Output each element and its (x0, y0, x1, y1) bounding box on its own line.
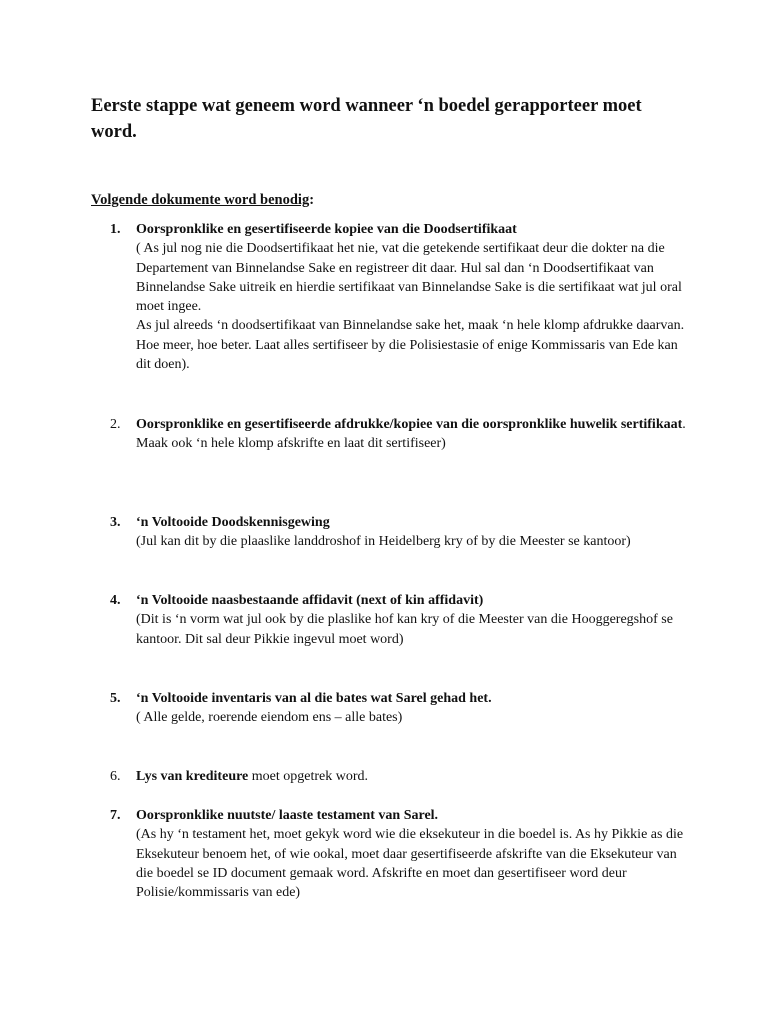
section-heading-text: Volgende dokumente word benodig (91, 192, 310, 208)
list-item-heading: Oorspronklike en gesertifiseerde kopiee van die Doodsertifikaat (136, 222, 517, 237)
list-item-heading: Lys van krediteure (136, 769, 249, 784)
list-item-heading: Oorspronklike en gesertifiseerde afdrukke/kopiee van die oorspronklike huwelik sertifikaat (136, 417, 683, 432)
list-item-number: 4. (110, 593, 121, 608)
list-item-6 (110, 767, 690, 786)
list-item-description: ( Alle gelde, roerende eiendom ens – alle bates) (136, 710, 403, 726)
list-item-3 (110, 513, 690, 552)
list-item-number: 7. (110, 808, 121, 823)
list-item-number: 2. (110, 417, 121, 432)
document-title: Eerste stappe wat geneem word wanneer ‘n boedel gerapporteer moet word. (91, 96, 642, 142)
list-item-inline-text: moet opgetrek word. (248, 769, 369, 784)
section-heading-colon: : (309, 192, 315, 208)
list-item-heading: ‘n Voltooide naasbestaande affidavit (next of kin affidavit) (136, 593, 484, 608)
list-item-description: Maak ook ‘n hele klomp afskrifte en laat dit sertifiseer) (136, 436, 446, 452)
list-item-heading: Oorspronklike nuutste/ laaste testament van Sarel. (136, 808, 439, 823)
list-item-number: 3. (110, 515, 121, 530)
list-item-description: ( As jul nog nie die Doodsertifikaat het nie, vat die getekende sertifikaat deur die dokter na die Departement van Binnelandse Sake en registreer dit daar. Hul sal dan ‘n Doodsertifikaat van Binnelandse Sake uitreik en hierdie sertifikaat van Binnelandse Sake is die sertifikaat wat jul oral moet ingee. (136, 241, 682, 315)
list-item-heading-suffix: . (682, 417, 686, 432)
list-item-5 (110, 689, 690, 728)
list-item-1 (110, 220, 690, 374)
list-item-2 (110, 415, 690, 454)
list-item-heading: ‘n Voltooide inventaris van al die bates wat Sarel gehad het. (136, 691, 492, 706)
list-item-number: 5. (110, 691, 121, 706)
list-item-description: (As hy ‘n testament het, moet gekyk word wie die eksekuteur in die boedel is. As hy Pikkie as die Eksekuteur benoem het, of wie ookal, moet daar gesertifiseerde afskrifte van die Eksekuteur van die boedel se ID document gemaak word. Afskrifte en moet dan gesertifiseer word deur Polisie/kommissaris van ede) (136, 827, 684, 901)
list-item-number: 1. (110, 222, 121, 237)
list-item-7 (110, 806, 690, 902)
list-item-heading: ‘n Voltooide Doodskennisgewing (136, 515, 330, 530)
list-item-description: (Dit is ‘n vorm wat jul ook by die plaslike hof kan kry of die Meester van die Hooggeregshof se kantoor. Dit sal deur Pikkie ingevul moet word) (136, 612, 673, 647)
list-item-description: (Jul kan dit by die plaaslike landdroshof in Heidelberg kry of by die Meester se kantoor) (136, 534, 631, 550)
list-item-4 (110, 591, 690, 649)
section-heading (91, 190, 314, 210)
list-item-description-2: As jul alreeds ‘n doodsertifikaat van Binnelandse sake het, maak ‘n hele klomp afdrukke daarvan. Hoe meer, hoe beter. Laat alles sertifiseer by die Polisiestasie of enige Kommissaris van Ede kan dit doen). (136, 318, 685, 373)
list-item-number: 6. (110, 769, 121, 784)
